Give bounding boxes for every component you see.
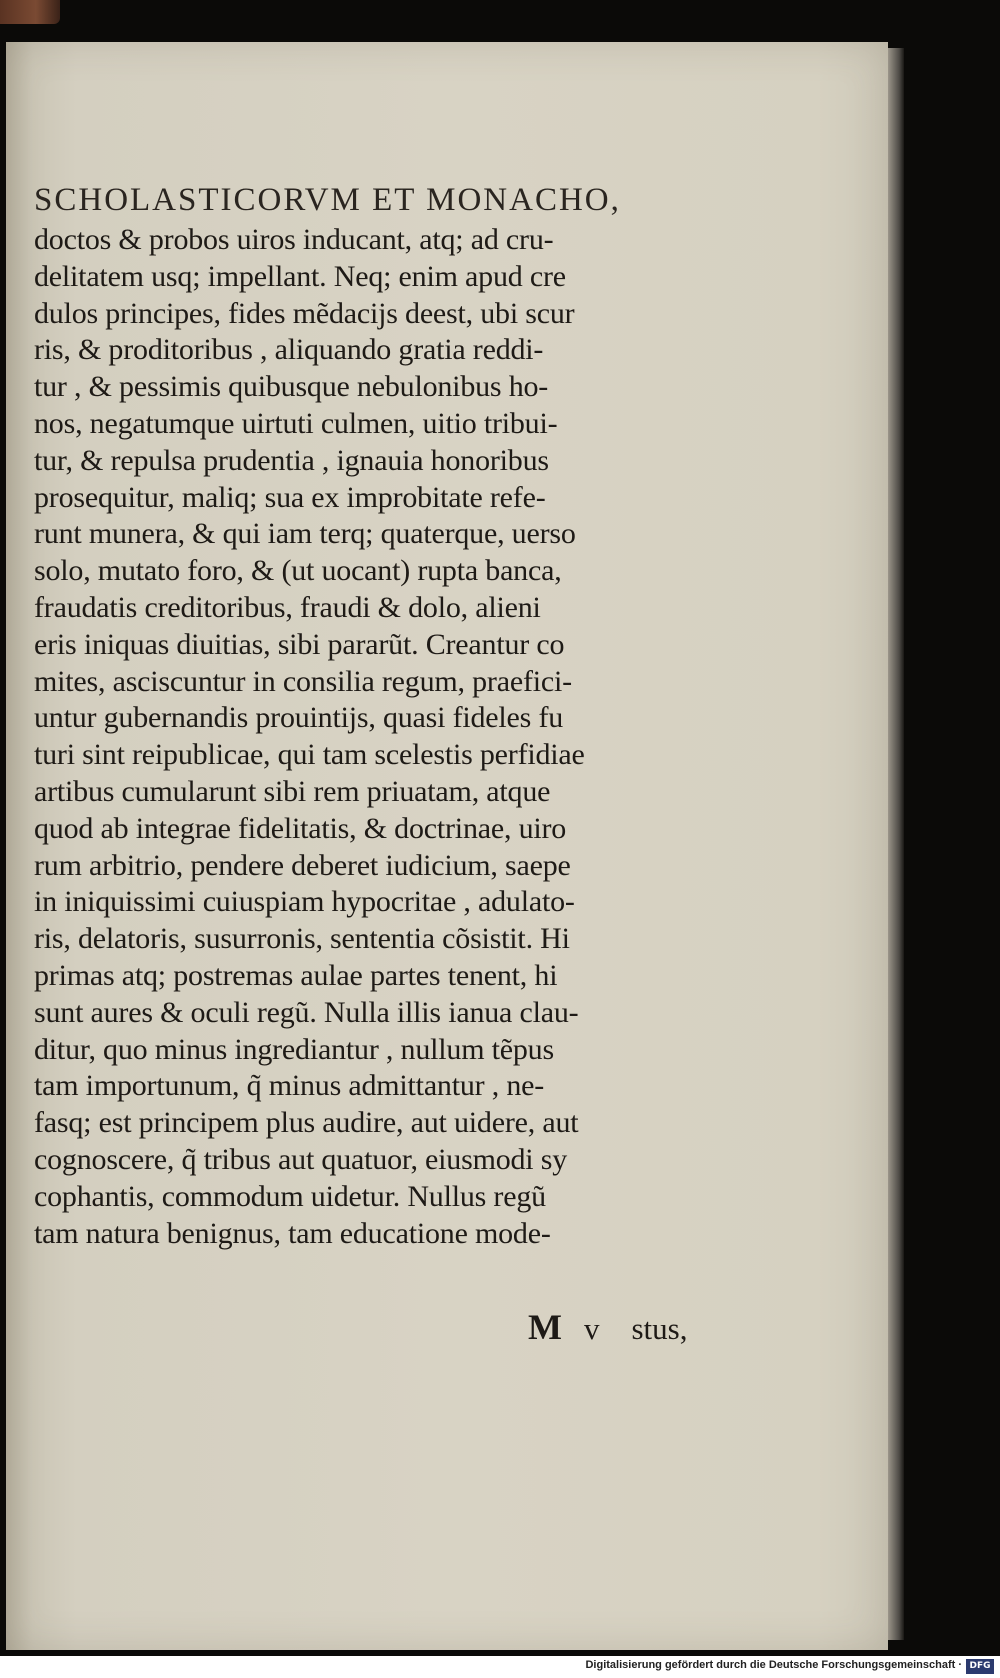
text-line: tur, & repulsa prudentia , ignauia honoribus — [34, 443, 549, 477]
footer-credit: Digitalisierung gefördert durch die Deutsche Forschungsgemeinschaft · — [585, 1659, 962, 1671]
text-line: prosequitur, maliq; sua ex improbitate refe- — [34, 480, 546, 514]
running-head: SCHOLASTICORVM ET MONACHO, — [34, 182, 621, 218]
page-edge-shadow — [888, 48, 904, 1640]
text-line: in iniquissimi cuiuspiam hypocritae , adulato- — [34, 885, 575, 919]
text-line: ditur, quo minus ingrediantur , nullum tẽpus — [34, 1032, 554, 1066]
text-line: delitatem usq; impellant. Neq; enim apud cre — [34, 259, 566, 293]
text-line: solo, mutato foro, & (ut uocant) rupta banca, — [34, 554, 562, 588]
text-line: cophantis, commodum uidetur. Nullus regũ — [34, 1179, 546, 1213]
text-line: tam natura benignus, tam educatione mode- — [34, 1216, 551, 1250]
text-line: fasq; est principem plus audire, aut uidere, aut — [34, 1106, 579, 1140]
text-line: sunt aures & oculi regũ. Nulla illis ianua clau- — [34, 995, 579, 1029]
page-text-block — [34, 178, 754, 1252]
binding-corner — [0, 0, 60, 24]
text-line: eris iniquas diuitias, sibi pararũt. Creantur co — [34, 627, 565, 661]
text-line: dulos principes, fides mẽdacijs deest, ubi scur — [34, 296, 575, 330]
catchword: stus, — [631, 1311, 688, 1346]
text-line: quod ab integrae fidelitatis, & doctrinae, uiro — [34, 811, 567, 845]
catchline — [528, 1306, 748, 1346]
digitization-footer — [0, 1656, 1000, 1678]
text-line: fraudatis creditoribus, fraudi & dolo, alieni — [34, 590, 541, 624]
signature-numeral: v — [583, 1311, 600, 1346]
text-line: untur gubernandis prouintijs, quasi fideles fu — [34, 701, 564, 735]
text-line: tur , & pessimis quibusque nebulonibus ho- — [34, 370, 549, 404]
text-line: doctos & probos uiros inducant, atq; ad cru- — [34, 223, 554, 256]
text-line: nos, negatumque uirtuti culmen, uitio tribui- — [34, 406, 558, 440]
text-line: cognoscere, q̃ tribus aut quatuor, eiusmodi sy — [34, 1142, 568, 1176]
text-line: turi sint reipublicae, qui tam scelestis perfidiae — [34, 738, 585, 772]
text-line: runt munera, & qui iam terq; quaterque, uerso — [34, 517, 576, 551]
text-line: artibus cumularunt sibi rem priuatam, atque — [34, 774, 551, 808]
dfg-logo: DFG — [966, 1659, 994, 1674]
signature-letter: M — [528, 1307, 562, 1347]
text-line: mites, asciscuntur in consilia regum, praefici- — [34, 664, 572, 698]
text-line: ris, delatoris, susurronis, sententia cõsistit. Hi — [34, 922, 570, 956]
text-line: ris, & proditoribus , aliquando gratia reddi- — [34, 333, 544, 367]
text-lines — [34, 222, 754, 1252]
text-line: tam importunum, q̃ minus admittantur , ne- — [34, 1069, 545, 1103]
text-line: rum arbitrio, pendere deberet iudicium, saepe — [34, 848, 571, 882]
text-line: primas atq; postremas aulae partes tenent, hi — [34, 958, 558, 992]
